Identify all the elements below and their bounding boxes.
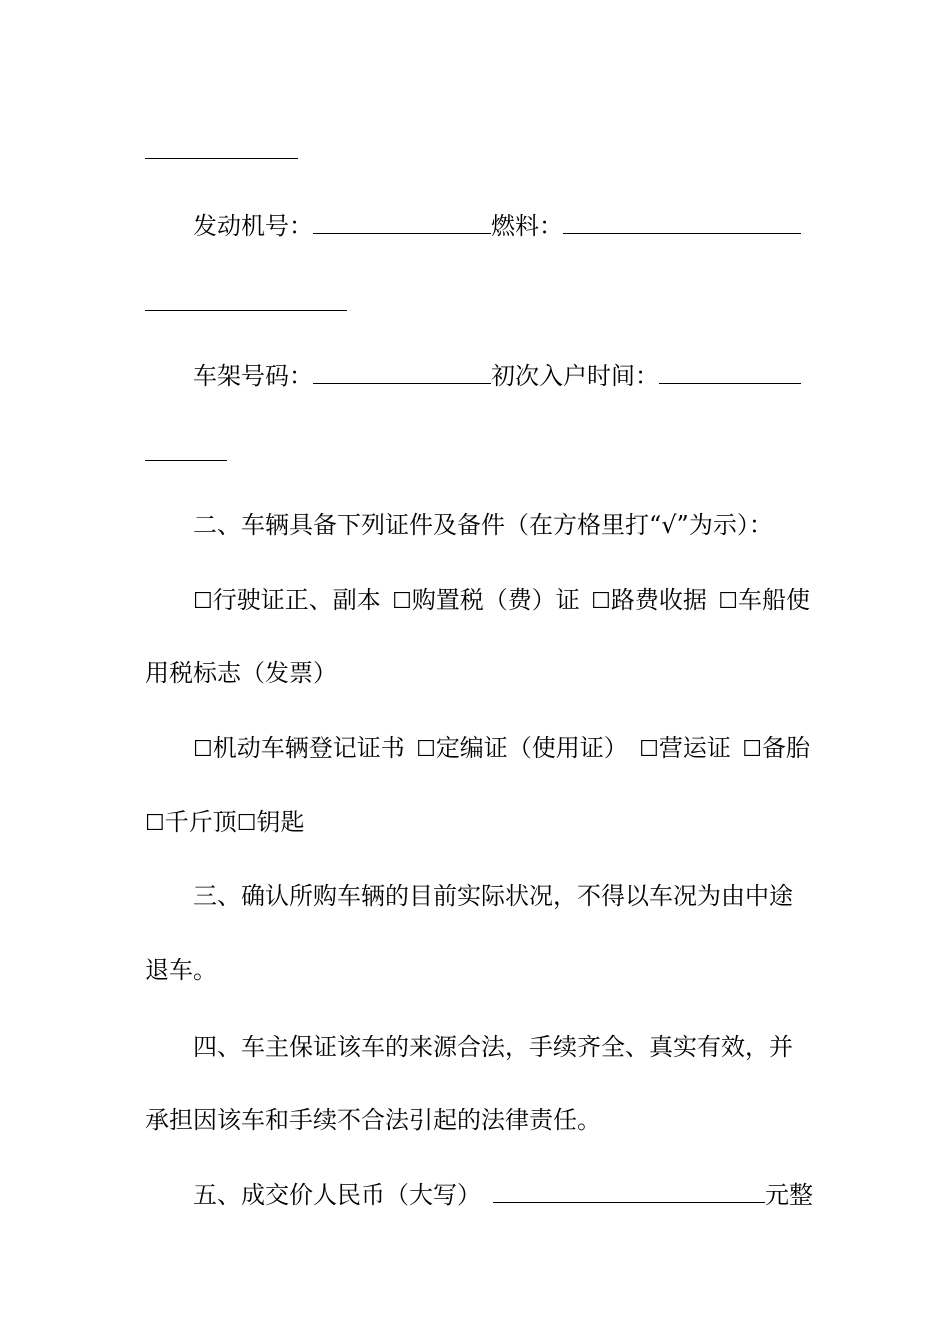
price-label: 五、成交价人民币（大写） xyxy=(193,1181,481,1209)
item-capacity-certificate: 定编证（使用证） xyxy=(435,734,628,762)
section3-line1: 三、确认所购车辆的目前实际状况，不得以车况为由中途 xyxy=(193,882,793,910)
item-registration-certificate: 机动车辆登记证书 xyxy=(212,734,405,762)
item-vehicle-tax-part2: 用税标志（发票） xyxy=(145,659,337,687)
section4-line2: 承担因该车和手续不合法引起的法律责任。 xyxy=(145,1106,601,1134)
checkbox-icon[interactable]: ☐ xyxy=(145,811,165,836)
section3-line2: 退车。 xyxy=(145,956,217,984)
section5-line xyxy=(193,1175,813,1215)
item-purchase-tax: 购置税（费）证 xyxy=(411,586,580,614)
checkbox-icon[interactable]: ☐ xyxy=(639,737,659,762)
engine-number-blank[interactable] xyxy=(313,232,491,234)
checkbox-icon[interactable]: ☐ xyxy=(193,589,213,614)
fuel-blank-continuation xyxy=(145,310,347,311)
frame-register-line xyxy=(193,356,810,396)
checkbox-icon[interactable]: ☐ xyxy=(236,811,257,836)
price-suffix: 元整 xyxy=(765,1181,813,1209)
fuel-blank[interactable] xyxy=(563,232,801,234)
section2-heading: 二、车辆具备下列证件及备件（在方格里打“√”为示）： xyxy=(193,511,773,539)
documents-checklist-line4 xyxy=(145,802,810,842)
engine-fuel-line xyxy=(193,206,810,246)
register-blank-continuation xyxy=(145,460,227,461)
item-vehicle-tax-part1: 车船使 xyxy=(737,586,810,614)
item-operation-permit: 营运证 xyxy=(658,734,731,762)
blank-line-continuation xyxy=(145,158,298,159)
checkbox-icon[interactable]: ☐ xyxy=(591,589,611,614)
fuel-label: 燃料： xyxy=(491,212,563,240)
checkbox-icon[interactable]: ☐ xyxy=(742,737,762,762)
item-driving-license: 行驶证正、副本 xyxy=(212,586,381,614)
item-toll-receipt: 路费收据 xyxy=(610,586,707,614)
checkbox-icon[interactable]: ☐ xyxy=(392,589,412,614)
first-register-label: 初次入户时间： xyxy=(491,362,659,390)
price-blank[interactable] xyxy=(493,1201,765,1203)
first-register-blank[interactable] xyxy=(659,382,801,384)
documents-checklist-line3 xyxy=(193,728,810,768)
frame-number-label: 车架号码： xyxy=(193,362,313,390)
frame-number-blank[interactable] xyxy=(313,382,491,384)
documents-checklist-line1 xyxy=(193,580,810,620)
checkbox-icon[interactable]: ☐ xyxy=(416,737,436,762)
item-jack: 千斤顶 xyxy=(164,808,237,836)
item-keys: 钥匙 xyxy=(256,808,305,836)
item-spare-tire: 备胎 xyxy=(761,734,810,762)
engine-number-label: 发动机号： xyxy=(193,212,313,240)
documents-checklist-line2 xyxy=(145,653,810,693)
section4-line1: 四、车主保证该车的来源合法，手续齐全、真实有效，并 xyxy=(193,1033,793,1061)
checkbox-icon[interactable]: ☐ xyxy=(193,737,213,762)
checkbox-icon[interactable]: ☐ xyxy=(718,589,738,614)
